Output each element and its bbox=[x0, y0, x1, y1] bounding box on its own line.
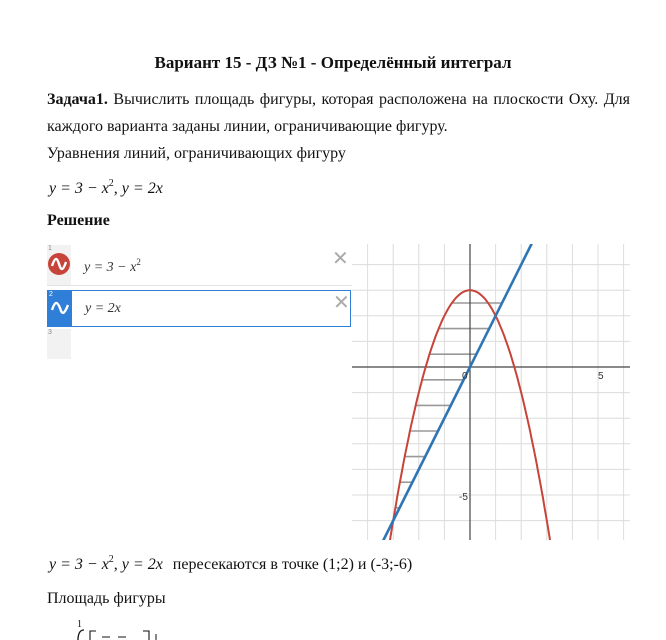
task-statement bbox=[47, 86, 630, 140]
expression-text[interactable]: $y = 3 - x^2$ bbox=[84, 257, 141, 275]
grid-lines bbox=[352, 244, 630, 540]
origin-label: 0 bbox=[462, 371, 468, 382]
task-text: Вычислить площадь фигуры, которая расположена на плоскости Оху. Для каждого варианта заданы линии, ограничивающие фигуру. bbox=[47, 91, 631, 135]
area-label: Площадь фигуры bbox=[47, 590, 166, 607]
expression-row-1[interactable] bbox=[47, 245, 352, 286]
equations-label: Уравнения линий, ограничивающих фигуру bbox=[47, 145, 346, 162]
solution-label: Решение bbox=[47, 212, 110, 229]
x-tick-5: 5 bbox=[598, 371, 604, 382]
function-graph[interactable] bbox=[352, 244, 630, 540]
integral-fragment bbox=[48, 628, 188, 640]
y-tick-minus-5: -5 bbox=[459, 492, 468, 503]
document-title: Вариант 15 - ДЗ №1 - Определённый интеграл bbox=[154, 53, 512, 72]
expression-row-2[interactable] bbox=[47, 290, 351, 327]
wave-icon bbox=[48, 253, 70, 275]
wave-icon bbox=[49, 297, 71, 319]
close-icon[interactable]: ✕ bbox=[332, 246, 349, 270]
close-icon[interactable]: ✕ bbox=[333, 290, 350, 314]
intersection-line: $y = 3 - x^2$, y = 2x пересекаются в точке (1;2) и (-3;-6) bbox=[49, 554, 413, 573]
expression-panel bbox=[47, 245, 352, 365]
expression-row-3[interactable] bbox=[47, 329, 352, 359]
task-label: Задача1. bbox=[47, 91, 108, 108]
expression-color-tab[interactable]: 1 bbox=[47, 245, 71, 285]
equations-line: $y = 3 - x^2$, y = 2x bbox=[49, 178, 163, 197]
expression-color-tab[interactable]: 3 bbox=[47, 329, 71, 359]
expression-text[interactable]: y = 2x bbox=[85, 301, 121, 316]
intersection-text: пересекаются в точке (1;2) и (-3;-6) bbox=[172, 556, 413, 573]
expression-color-tab[interactable]: 2 bbox=[48, 291, 72, 326]
integral-upper-limit: 1 bbox=[77, 619, 82, 630]
